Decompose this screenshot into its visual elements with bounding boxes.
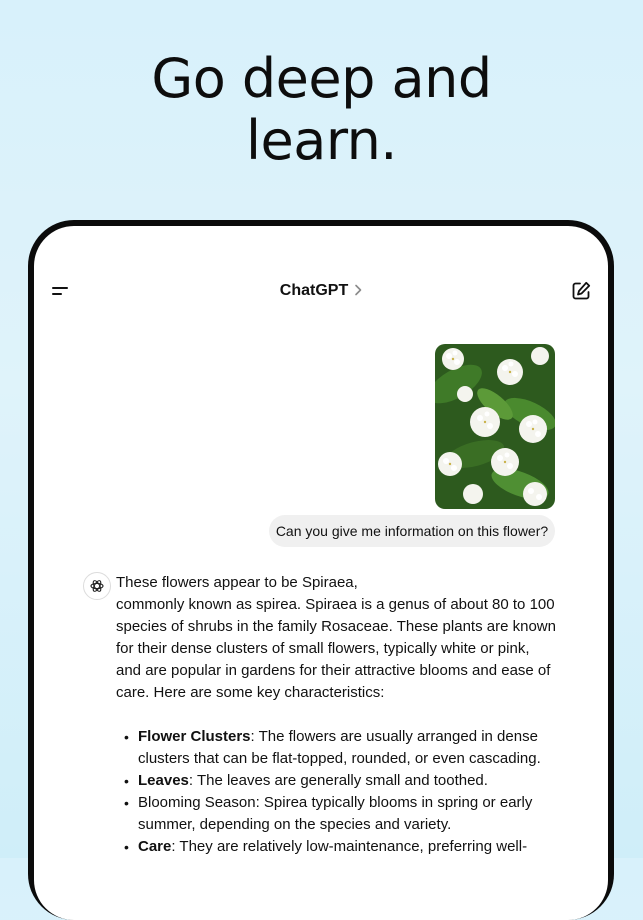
chatgpt-logo-icon xyxy=(83,572,111,600)
list-item-label: Flower Clusters xyxy=(138,728,251,745)
compose-icon[interactable] xyxy=(570,280,592,302)
list-item-text: : The leaves are generally small and toothed. xyxy=(188,772,488,789)
user-message-bubble xyxy=(269,515,555,547)
uploaded-flower-image[interactable] xyxy=(435,344,555,509)
top-bar xyxy=(34,276,608,306)
list-item-text: : They are relatively low-maintenance, preferring well- xyxy=(171,838,528,855)
list-item-text: : The flowers are usually arranged in dense clusters that can be flat-topped, rounded, or even cascading. xyxy=(138,728,541,767)
response-intro-body: commonly known as spirea. Spiraea is a genus of about 80 to 100 species of shrubs in the family Rosaceae. These plants are known for their dense clusters of small flowers, typically white or pink, and are popular in gardens for their attractive blooms and ease of care. Here are some key characteristics: xyxy=(116,596,556,701)
flower-photo-graphic xyxy=(435,344,555,509)
list-item xyxy=(138,836,556,858)
headline-line-2: learn. xyxy=(246,109,397,172)
characteristics-list xyxy=(116,726,556,858)
assistant-response xyxy=(116,572,556,858)
list-item xyxy=(138,770,556,792)
headline xyxy=(0,48,643,172)
model-selector[interactable] xyxy=(34,276,608,306)
chevron-right-icon xyxy=(354,284,362,298)
list-item-label: Leaves xyxy=(138,772,189,789)
list-item-text: Blooming Season: Spirea typically blooms in spring or early summer, depending on the species and variety. xyxy=(138,794,533,833)
headline-line-1: Go deep and xyxy=(151,47,492,110)
list-item-label: Care xyxy=(138,838,172,855)
phone-frame xyxy=(28,220,614,920)
user-message-text: Can you give me information on this flower? xyxy=(275,523,549,539)
list-item xyxy=(138,726,556,770)
response-intro-line: These flowers appear to be Spiraea, xyxy=(116,574,358,591)
app-title: ChatGPT xyxy=(279,282,349,299)
chat-screen xyxy=(34,226,608,920)
list-item xyxy=(138,792,556,836)
